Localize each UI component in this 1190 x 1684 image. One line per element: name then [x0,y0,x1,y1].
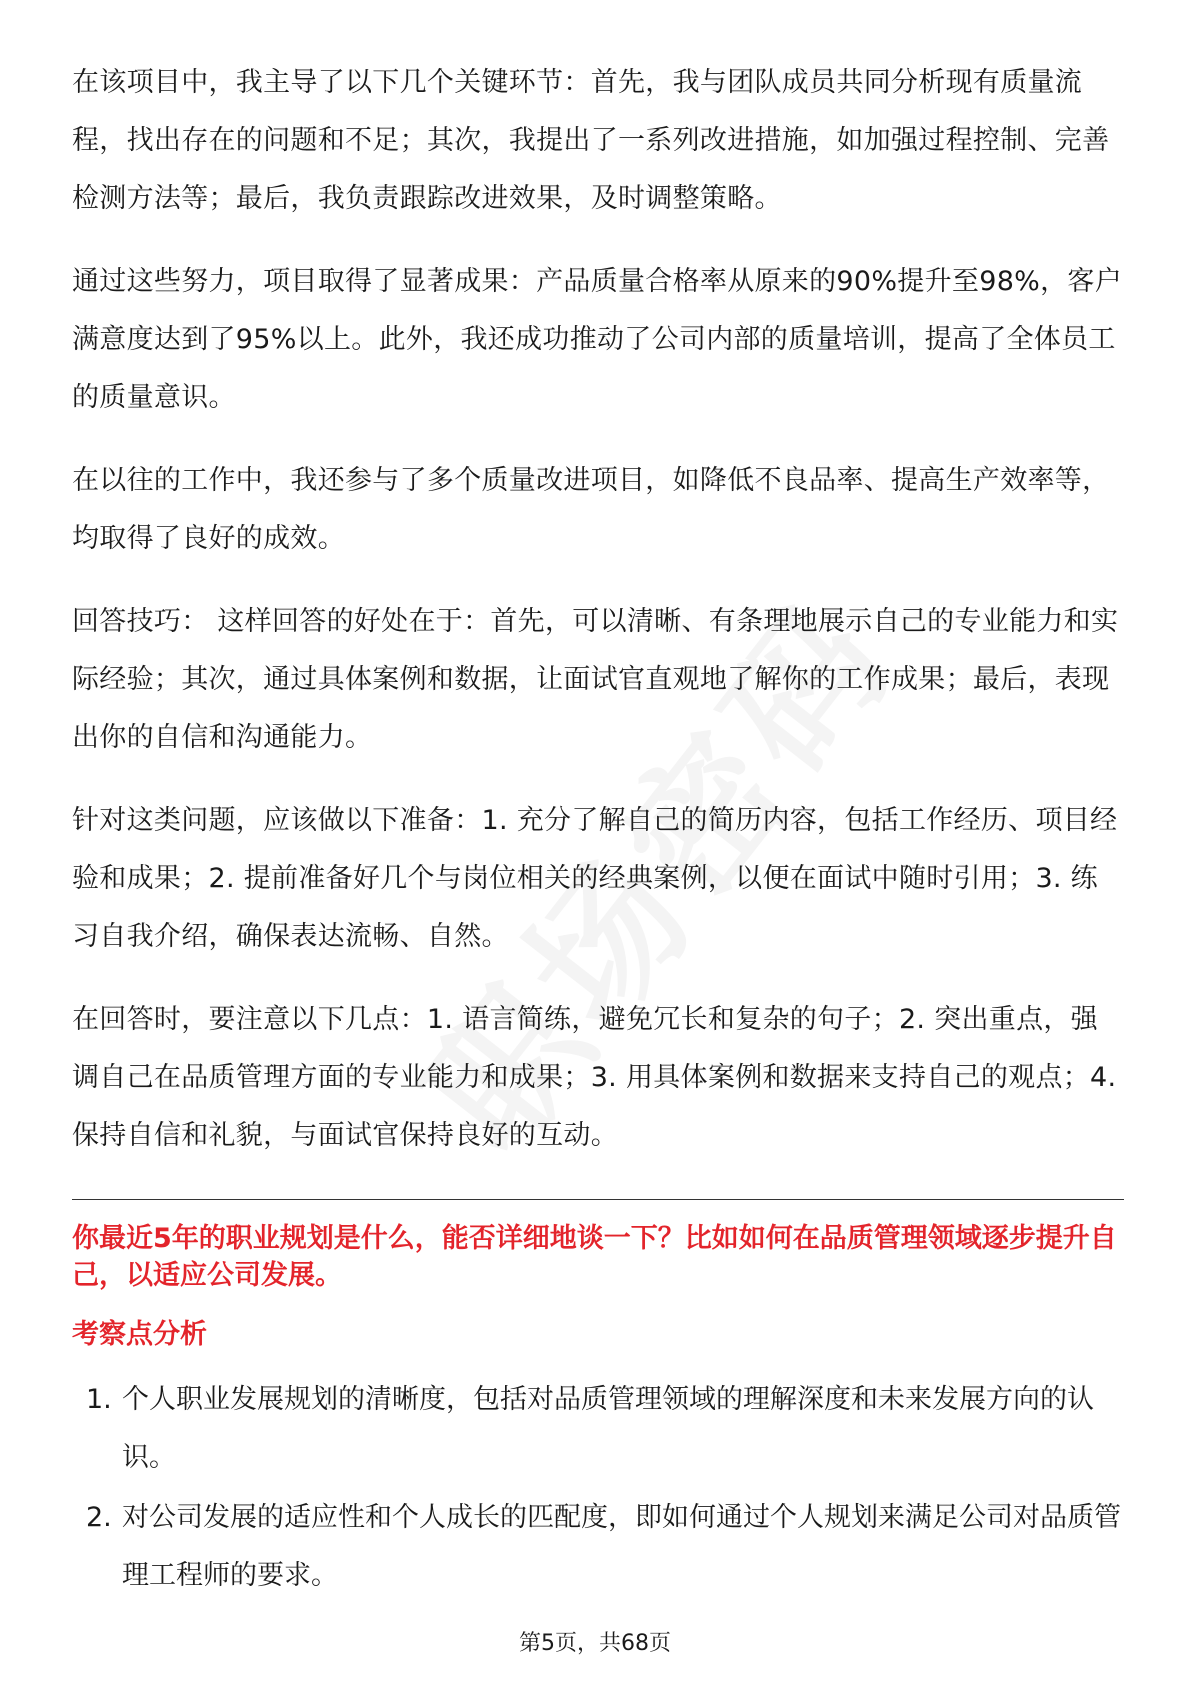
interview-question: 你最近5年的职业规划是什么，能否详细地谈一下？比如如何在品质管理领域逐步提升自己，以适应公司发展。 [72,1223,1117,1291]
paragraph: 通过这些努力，项目取得了显著成果：产品质量合格率从原来的90%提升至98%，客户满意度达到了95%以上。此外，我还成功推动了公司内部的质量培训，提高了全体员工的质量意识。 [72,266,1123,413]
section-divider [72,1199,1124,1200]
paragraph: 在该项目中，我主导了以下几个关键环节：首先，我与团队成员共同分析现有质量流程，找出存在的问题和不足；其次，我提出了一系列改进措施，如加强过程控制、完善检测方法等；最后，我负责跟踪改进效果，及时调整策略。 [72,67,1110,214]
list-number: 1. [86,1384,112,1415]
list-number: 2. [86,1502,112,1533]
list-item-text: 对公司发展的适应性和个人成长的匹配度，即如何通过个人规划来满足公司对品质管理工程师的要求。 [122,1502,1121,1591]
paragraph: 在回答时，要注意以下几点：1. 语言简练，避免冗长和复杂的句子；2. 突出重点，强调自己在品质管理方面的专业能力和成果；3. 用具体案例和数据来支持自己的观点；4. 保持自信和礼貌，与面试官保持良好的互动。 [72,1004,1117,1151]
paragraph: 针对这类问题，应该做以下准备：1. 充分了解自己的简历内容，包括工作经历、项目经验和成果；2. 提前准备好几个与岗位相关的经典案例，以便在面试中随时引用；3. 练习自我介绍，确保表达流畅、自然。 [72,805,1118,952]
list-item [72,1489,1124,1605]
list-item [72,1371,1124,1487]
paragraph: 回答技巧： 这样回答的好处在于：首先，可以清晰、有条理地展示自己的专业能力和实际经验；其次，通过具体案例和数据，让面试官直观地了解你的工作成果；最后，表现出你的自信和沟通能力。 [72,606,1119,753]
section-title: 考察点分析 [72,1319,207,1350]
page-footer: 第5页，共68页 [519,1631,671,1656]
analysis-list [72,1371,1124,1605]
list-item-text: 个人职业发展规划的清晰度，包括对品质管理领域的理解深度和未来发展方向的认识。 [122,1384,1094,1473]
paragraph: 在以往的工作中，我还参与了多个质量改进项目，如降低不良品率、提高生产效率等，均取得了良好的成效。 [72,465,1110,554]
page-content [72,54,1124,1607]
